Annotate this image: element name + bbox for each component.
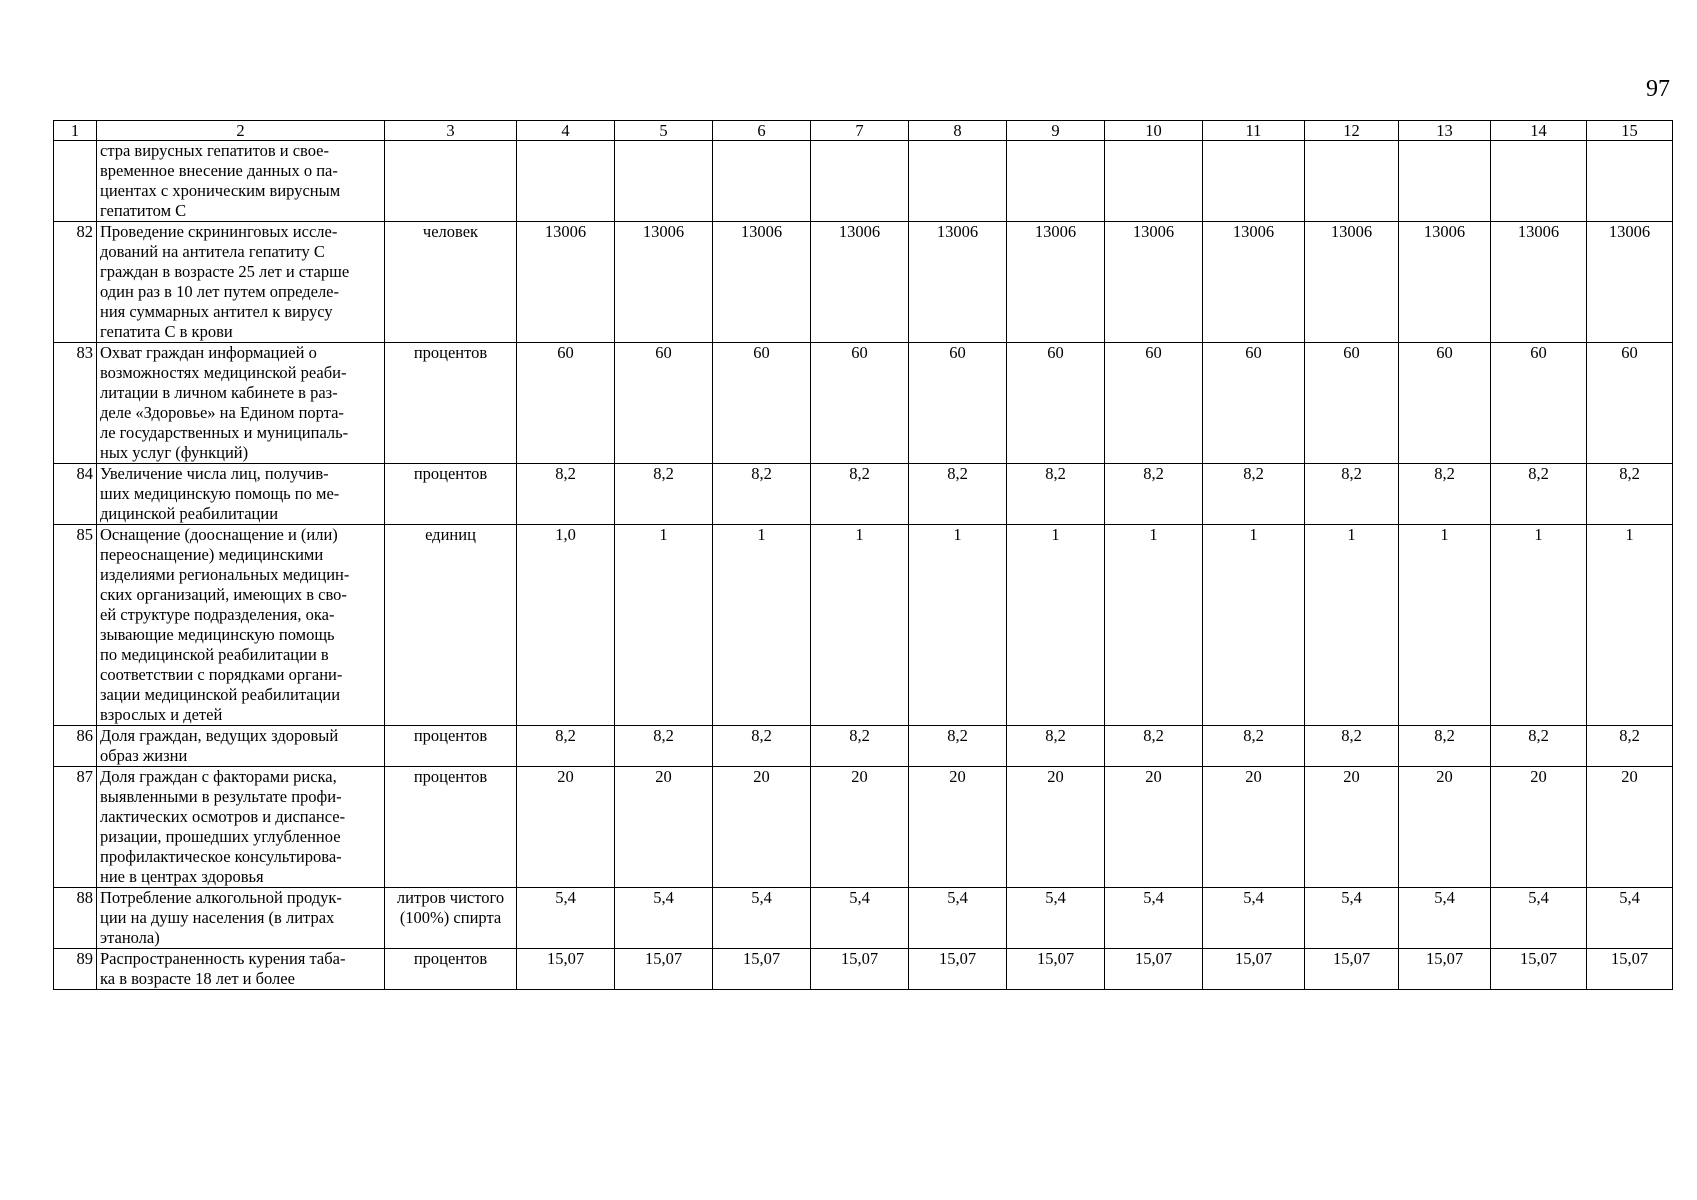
row-number: 88 [54, 888, 97, 949]
value-cell: 20 [909, 767, 1007, 888]
value-cell: 20 [615, 767, 713, 888]
value-cell: 13006 [1587, 222, 1673, 343]
value-cell: 15,07 [1203, 949, 1305, 990]
value-cell: 1 [615, 525, 713, 726]
value-cell: 1 [1305, 525, 1399, 726]
page-number: 97 [1646, 76, 1670, 102]
unit-of-measure [385, 141, 517, 222]
value-cell: 15,07 [1007, 949, 1105, 990]
value-cell: 8,2 [517, 464, 615, 525]
value-cell: 8,2 [1007, 726, 1105, 767]
column-number-6: 6 [713, 121, 811, 141]
indicator-name: Увеличение числа лиц, получив- ших медицинскую помощь по ме- дицинской реабилитации [97, 464, 385, 525]
value-cell: 5,4 [1007, 888, 1105, 949]
row-number: 82 [54, 222, 97, 343]
unit-of-measure: процентов [385, 726, 517, 767]
value-cell: 1 [1399, 525, 1491, 726]
value-cell: 8,2 [909, 726, 1007, 767]
indicator-name: Потребление алкогольной продук- ции на душу населения (в литрах этанола) [97, 888, 385, 949]
value-cell: 5,4 [811, 888, 909, 949]
value-cell: 20 [1007, 767, 1105, 888]
indicator-name: Доля граждан с факторами риска, выявленными в результате профи- лактических осмотров и диспансе- ризации, прошедших углубленное профилактическое консультирова- ние в центрах здоровья [97, 767, 385, 888]
column-number-5: 5 [615, 121, 713, 141]
value-cell: 13006 [615, 222, 713, 343]
indicator-name: стра вирусных гепатитов и свое- временное внесение данных о па- циентах с хроническим вирусным гепатитом С [97, 141, 385, 222]
value-cell: 1 [1203, 525, 1305, 726]
value-cell: 8,2 [909, 464, 1007, 525]
column-number-14: 14 [1491, 121, 1587, 141]
value-cell [909, 141, 1007, 222]
value-cell: 13006 [517, 222, 615, 343]
value-cell: 15,07 [615, 949, 713, 990]
value-cell: 15,07 [811, 949, 909, 990]
value-cell: 8,2 [811, 464, 909, 525]
value-cell: 8,2 [1105, 726, 1203, 767]
value-cell: 15,07 [517, 949, 615, 990]
table-row [54, 525, 1673, 726]
unit-of-measure: процентов [385, 343, 517, 464]
value-cell: 20 [1105, 767, 1203, 888]
row-number [54, 141, 97, 222]
value-cell: 60 [615, 343, 713, 464]
table-row [54, 343, 1673, 464]
column-number-2: 2 [97, 121, 385, 141]
value-cell: 5,4 [1203, 888, 1305, 949]
column-number-9: 9 [1007, 121, 1105, 141]
value-cell [1587, 141, 1673, 222]
row-number: 89 [54, 949, 97, 990]
value-cell: 13006 [811, 222, 909, 343]
column-number-12: 12 [1305, 121, 1399, 141]
value-cell: 60 [909, 343, 1007, 464]
indicator-name: Охват граждан информацией о возможностях медицинской реаби- литации в личном кабинете в раз- деле «Здоровье» на Едином порта- ле государственных и муниципаль- ных услуг (функций) [97, 343, 385, 464]
indicator-name: Оснащение (дооснащение и (или) переоснащение) медицинскими изделиями региональных медицин- ских организаций, имеющих в сво- ей структуре подразделения, ока- зывающие медицинскую помощь по медицинской реабилитации в соответствии с порядками органи- зации медицинской реабилитации взрослых и детей [97, 525, 385, 726]
value-cell: 8,2 [615, 726, 713, 767]
value-cell: 20 [811, 767, 909, 888]
column-number-7: 7 [811, 121, 909, 141]
table-row [54, 464, 1673, 525]
value-cell: 5,4 [1105, 888, 1203, 949]
value-cell: 60 [517, 343, 615, 464]
value-cell: 15,07 [713, 949, 811, 990]
value-cell: 5,4 [713, 888, 811, 949]
value-cell: 15,07 [1399, 949, 1491, 990]
unit-of-measure: процентов [385, 464, 517, 525]
column-number-row [54, 121, 1673, 141]
row-number: 87 [54, 767, 97, 888]
value-cell: 1 [713, 525, 811, 726]
value-cell: 8,2 [713, 464, 811, 525]
indicator-name: Проведение скрининговых иссле- дований на антитела гепатиту С граждан в возрасте 25 лет и старше один раз в 10 лет путем определе- ния суммарных антител к вирусу гепатита С в крови [97, 222, 385, 343]
column-number-4: 4 [517, 121, 615, 141]
indicators-table [53, 120, 1673, 990]
value-cell: 13006 [1007, 222, 1105, 343]
value-cell [1203, 141, 1305, 222]
value-cell: 8,2 [517, 726, 615, 767]
value-cell: 60 [1007, 343, 1105, 464]
unit-of-measure: литров чистого (100%) спирта [385, 888, 517, 949]
value-cell: 15,07 [1305, 949, 1399, 990]
row-number: 85 [54, 525, 97, 726]
value-cell: 5,4 [1491, 888, 1587, 949]
row-number: 86 [54, 726, 97, 767]
value-cell: 60 [1305, 343, 1399, 464]
value-cell: 20 [713, 767, 811, 888]
value-cell: 15,07 [1587, 949, 1673, 990]
value-cell: 20 [1587, 767, 1673, 888]
value-cell: 60 [811, 343, 909, 464]
value-cell [713, 141, 811, 222]
value-cell: 20 [517, 767, 615, 888]
value-cell: 1 [1491, 525, 1587, 726]
indicator-name: Распространенность курения таба- ка в возрасте 18 лет и более [97, 949, 385, 990]
value-cell: 13006 [1305, 222, 1399, 343]
value-cell: 15,07 [909, 949, 1007, 990]
value-cell: 1 [1587, 525, 1673, 726]
value-cell: 60 [1203, 343, 1305, 464]
unit-of-measure: процентов [385, 767, 517, 888]
value-cell: 8,2 [1105, 464, 1203, 525]
value-cell: 8,2 [1491, 464, 1587, 525]
value-cell: 8,2 [811, 726, 909, 767]
value-cell: 1,0 [517, 525, 615, 726]
value-cell: 5,4 [517, 888, 615, 949]
value-cell: 1 [909, 525, 1007, 726]
value-cell: 20 [1491, 767, 1587, 888]
value-cell: 8,2 [1587, 726, 1673, 767]
row-number: 84 [54, 464, 97, 525]
value-cell [1491, 141, 1587, 222]
value-cell: 8,2 [1399, 726, 1491, 767]
value-cell: 8,2 [1491, 726, 1587, 767]
value-cell: 8,2 [1305, 464, 1399, 525]
value-cell: 13006 [1491, 222, 1587, 343]
column-number-11: 11 [1203, 121, 1305, 141]
table-row [54, 949, 1673, 990]
value-cell: 5,4 [1305, 888, 1399, 949]
value-cell: 15,07 [1105, 949, 1203, 990]
table-row [54, 767, 1673, 888]
value-cell: 1 [811, 525, 909, 726]
value-cell: 8,2 [615, 464, 713, 525]
value-cell [811, 141, 909, 222]
value-cell: 8,2 [1587, 464, 1673, 525]
value-cell: 5,4 [1399, 888, 1491, 949]
value-cell: 20 [1203, 767, 1305, 888]
value-cell [1105, 141, 1203, 222]
unit-of-measure: человек [385, 222, 517, 343]
column-number-10: 10 [1105, 121, 1203, 141]
value-cell: 8,2 [1203, 464, 1305, 525]
value-cell: 60 [1587, 343, 1673, 464]
unit-of-measure: процентов [385, 949, 517, 990]
column-number-1: 1 [54, 121, 97, 141]
unit-of-measure: единиц [385, 525, 517, 726]
column-number-15: 15 [1587, 121, 1673, 141]
value-cell [615, 141, 713, 222]
value-cell: 8,2 [1007, 464, 1105, 525]
column-number-8: 8 [909, 121, 1007, 141]
indicator-name: Доля граждан, ведущих здоровый образ жизни [97, 726, 385, 767]
value-cell: 60 [713, 343, 811, 464]
value-cell [1399, 141, 1491, 222]
value-cell: 8,2 [1203, 726, 1305, 767]
value-cell: 15,07 [1491, 949, 1587, 990]
table-row [54, 726, 1673, 767]
table-row [54, 888, 1673, 949]
value-cell: 13006 [1203, 222, 1305, 343]
column-number-13: 13 [1399, 121, 1491, 141]
value-cell: 8,2 [1399, 464, 1491, 525]
value-cell: 5,4 [615, 888, 713, 949]
value-cell: 20 [1399, 767, 1491, 888]
value-cell: 5,4 [1587, 888, 1673, 949]
value-cell: 13006 [1399, 222, 1491, 343]
value-cell: 60 [1491, 343, 1587, 464]
value-cell: 8,2 [713, 726, 811, 767]
value-cell: 1 [1007, 525, 1105, 726]
value-cell: 13006 [713, 222, 811, 343]
row-number: 83 [54, 343, 97, 464]
column-number-3: 3 [385, 121, 517, 141]
table-row [54, 141, 1673, 222]
value-cell: 1 [1105, 525, 1203, 726]
value-cell: 13006 [1105, 222, 1203, 343]
value-cell: 20 [1305, 767, 1399, 888]
value-cell: 60 [1399, 343, 1491, 464]
value-cell: 5,4 [909, 888, 1007, 949]
value-cell [517, 141, 615, 222]
value-cell [1007, 141, 1105, 222]
table-row [54, 222, 1673, 343]
value-cell: 13006 [909, 222, 1007, 343]
value-cell: 8,2 [1305, 726, 1399, 767]
value-cell: 60 [1105, 343, 1203, 464]
value-cell [1305, 141, 1399, 222]
